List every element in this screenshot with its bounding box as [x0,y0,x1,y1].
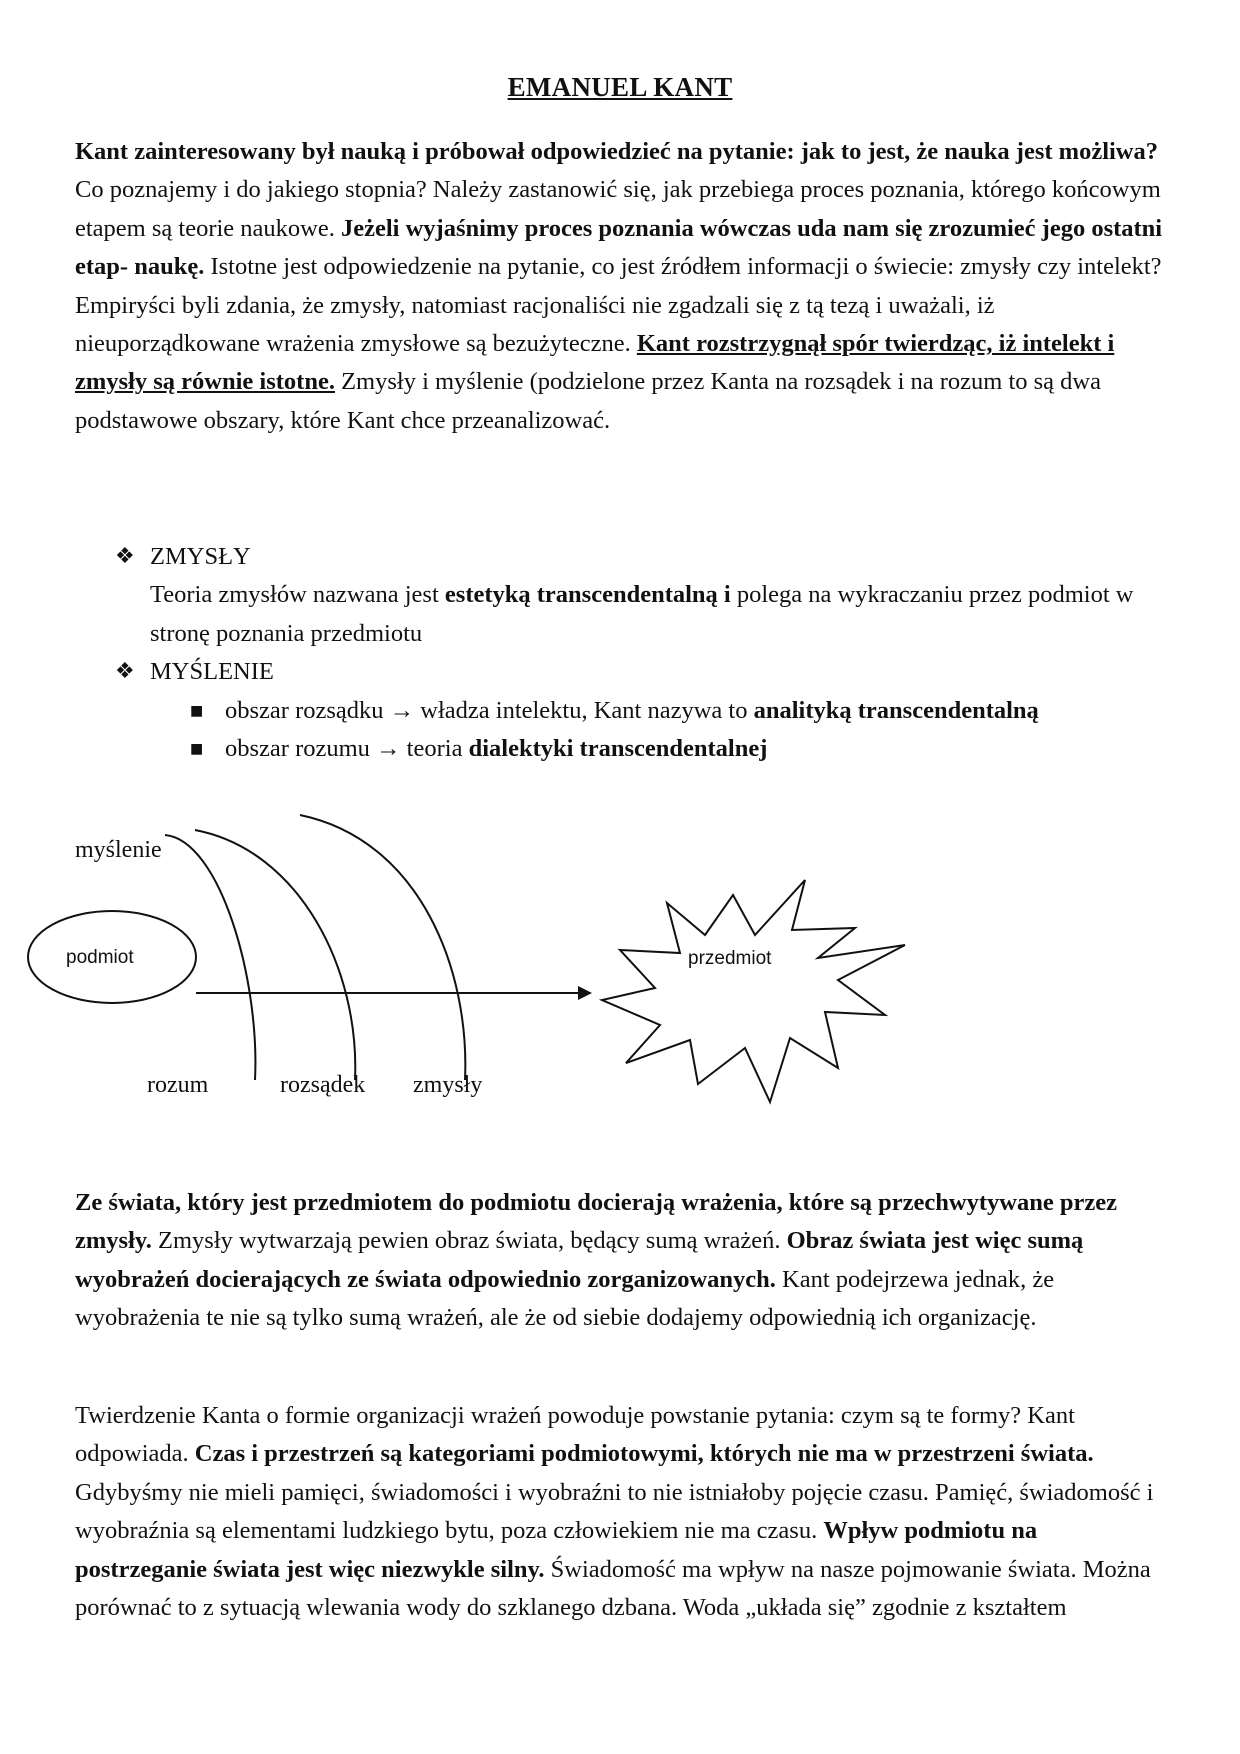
bold-underlined-text: Kant rozstrzygnął spór twierdząc, iż intelekt i zmysły są równie istotne. [75,330,1115,396]
list-item-myslenie [115,653,1175,691]
arc-zmysly [300,815,465,1080]
list-item-description [115,576,1175,653]
arc-rozsadek [195,830,355,1080]
text: Co poznajemy i do jakiego stopnia? Należy zastanowić się, jak przebiega proces poznania, którego końcowym etapem są teorie naukowe. [75,176,1161,242]
text: władza intelektu, Kant nazywa to [414,696,754,724]
label-zmysly: zmysły [413,1072,483,1098]
label-myslenie: myślenie [75,837,162,863]
bold-text: analityką transcendentalną [753,696,1039,724]
bold-text: Jeżeli wyjaśnimy proces poznania wówczas uda nam się zrozumieć jego ostatni etap- naukę. [75,214,1163,281]
bold-text: Wpływ podmiotu na postrzeganie świata jest więc niezwykle silny. [75,1517,1038,1583]
text: Kant podejrzewa jednak, że wyobrażenia te nie są tylko sumą wrażeń, ale że od siebie dodajemy odpowiednią ich organizację. [75,1265,1055,1332]
arrow-right-icon: → [389,696,415,724]
diamond-bullet-icon: ❖ [115,544,135,569]
bold-text: dialektyki transcendentalnej [468,735,768,763]
paragraph-wrazenia [75,1184,1175,1338]
label-podmiot: podmiot [66,947,134,968]
text: obszar rozumu [225,735,377,763]
square-bullet-icon: ■ [190,741,204,758]
text: obszar rozsądku [225,696,390,724]
label-rozum: rozum [147,1072,209,1098]
bold-text: Ze świata, który jest przedmiotem do podmiotu docierają wrażenia, które są przechwytywane przez zmysły. [75,1189,1117,1255]
paragraph-czas-przestrzen [75,1397,1175,1627]
list-heading: ZMYSŁY [150,543,251,570]
cognition-diagram [0,800,1240,1120]
text: Twierdzenie Kanta o formie organizacji wrażeń powoduje powstanie pytania: czym są te formy? Kant odpowiada. [75,1402,1075,1468]
przedmiot-starburst [602,880,905,1102]
list-item-zmysly [115,538,1175,576]
bold-text: Czas i przestrzeń są kategoriami podmiotowymi, których nie ma w przestrzeni świata. [194,1440,1094,1468]
list-heading: MYŚLENIE [150,658,274,686]
text: Zmysły wytwarzają pewien obraz świata, będący sumą wrażeń. [151,1227,787,1255]
label-rozsadek: rozsądek [280,1072,366,1098]
square-bullet-icon: ■ [190,702,204,719]
bold-text: Obraz świata jest więc sumą wyobrażeń docierających ze świata odpowiednio zorganizowanych. [75,1227,1084,1293]
text: Świadomość ma wpływ na nasze pojmowanie świata. Można porównać to z sytuacją wlewania wody do szklanego dzbana. Woda „układa się” zgodnie z kształtem [75,1555,1151,1622]
text: Zmysły i myślenie (podzielone przez Kanta na rozsądek i na rozum to są dwa podstawowe obszary, które Kant chce przeanalizować. [75,368,1101,434]
document-title: EMANUEL KANT [507,72,733,102]
text: teoria [400,735,469,763]
sublist-item-rozum [115,730,1175,768]
text: polega na wykraczaniu przez podmiot w stronę poznania przedmiotu [150,581,1134,647]
bullet-list [115,538,1175,768]
arc-rozum [165,835,255,1080]
label-przedmiot: przedmiot [688,948,772,969]
sublist-item-rozsadek [115,692,1175,730]
intro-paragraph [75,133,1175,440]
bold-text: estetyką transcendentalną i [444,581,731,609]
arrow-head-icon [578,986,592,1000]
text: Gdybyśmy nie mieli pamięci, świadomości i wyobraźni to nie istniałoby pojęcie czasu. Pamięć, świadomość i wyobraźnia są elementami ludzkiego bytu, poza człowiekiem nie ma czasu. [75,1478,1154,1545]
bold-text: Kant zainteresowany był nauką i próbował odpowiedzieć na pytanie: jak to jest, że nauka jest możliwa? [75,138,1159,165]
arrow-right-icon: → [376,735,401,763]
text: Teoria zmysłów nazwana jest [150,581,445,609]
diamond-bullet-icon: ❖ [115,659,135,685]
text: Istotne jest odpowiedzenie na pytanie, co jest źródłem informacji o świecie: zmysły czy intelekt? Empiryści byli zdania, że zmysły, natomiast racjonaliści nie zgadzali się z tą tezą i uważali, iż nieuporządkowane wrażenia zmysłowe są bezużyteczne. [75,253,1162,358]
